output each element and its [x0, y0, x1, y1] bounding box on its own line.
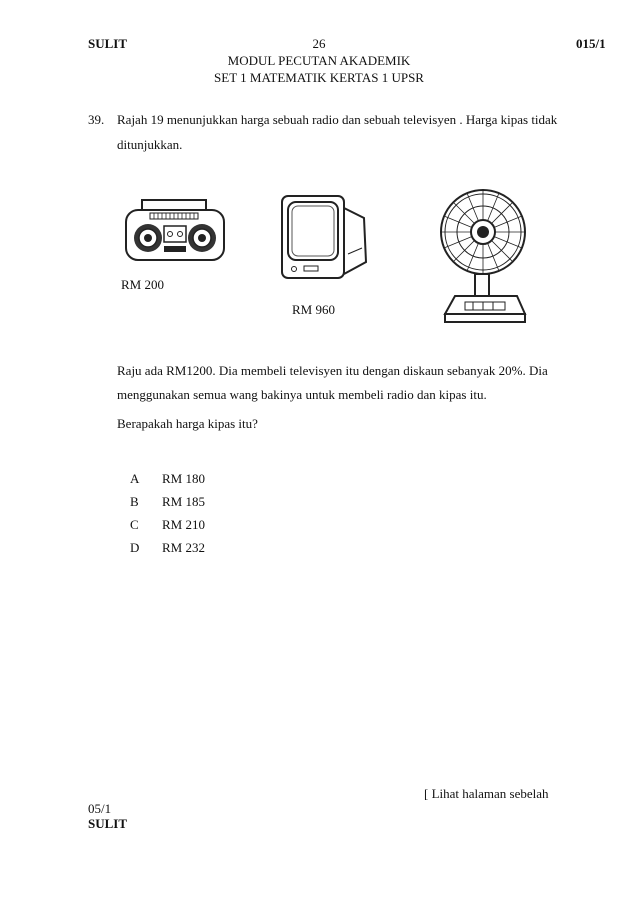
television-icon [278, 192, 373, 284]
question-intro-line2: ditunjukkan. [117, 137, 183, 152]
option-letter: B [130, 494, 139, 509]
option-letter: C [130, 517, 139, 532]
question-body-line2: menggunakan semua wang bakinya untuk membeli radio dan kipas itu. [117, 387, 487, 402]
option-letter: A [130, 471, 140, 486]
page-number: 26 [312, 36, 326, 51]
question-intro-line1: Rajah 19 menunjukkan harga sebuah radio dan sebuah televisyen . Harga kipas tidak [117, 112, 558, 127]
fan-icon [437, 188, 532, 328]
question-number: 39. [88, 112, 105, 127]
footer-sulit: SULIT [88, 816, 128, 831]
option-text: RM 185 [162, 494, 205, 509]
header-title-line1: MODUL PECUTAN AKADEMIK [227, 53, 411, 68]
radio-icon [120, 196, 230, 264]
option-text: RM 180 [162, 471, 205, 486]
option-text: RM 232 [162, 540, 205, 555]
header-title-line2: SET 1 MATEMATIK KERTAS 1 UPSR [214, 70, 424, 85]
question-prompt: Berapakah harga kipas itu? [117, 416, 258, 431]
question-body-line1: Raju ada RM1200. Dia membeli televisyen itu dengan diskaun sebanyak 20%. Dia [117, 363, 548, 378]
header-code: 015/1 [576, 36, 606, 51]
option-letter: D [130, 540, 140, 555]
footer-code: 05/1 [88, 801, 112, 816]
header-sulit: SULIT [88, 36, 128, 51]
radio-price: RM 200 [121, 277, 164, 292]
tv-price: RM 960 [292, 302, 335, 317]
next-page-note: [ Lihat halaman sebelah [424, 786, 549, 801]
option-text: RM 210 [162, 517, 205, 532]
